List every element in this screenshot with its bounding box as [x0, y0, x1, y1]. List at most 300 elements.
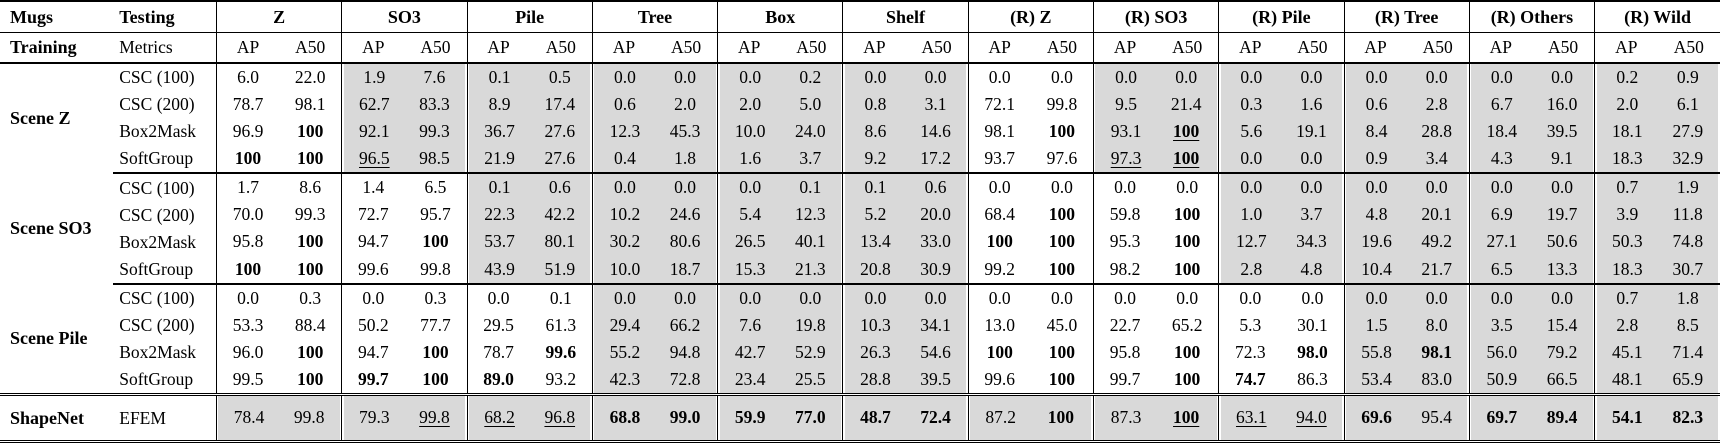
a50-value: 1.9 [1676, 177, 1699, 198]
data-cell [467, 395, 592, 442]
ap-value: 18.3 [1612, 258, 1643, 279]
data-cell [968, 118, 1093, 145]
data-cell [1093, 63, 1218, 91]
ap-value: 72.1 [984, 93, 1016, 114]
a50-value: 100 [422, 341, 449, 362]
metric-label-a50: A50 [1422, 36, 1453, 57]
a50-value: 0.0 [1176, 177, 1199, 198]
data-cell [1219, 173, 1344, 201]
a50-value: 100 [297, 369, 324, 389]
ap-value: 12.7 [1235, 231, 1267, 252]
data-cell [843, 395, 968, 442]
a50-value: 83.3 [419, 93, 450, 114]
ap-value: 4.3 [1490, 148, 1513, 169]
a50-value: 30.7 [1672, 258, 1704, 279]
data-cell [718, 284, 843, 312]
data-cell [718, 339, 843, 366]
data-cell [1219, 91, 1344, 118]
data-cell [1344, 366, 1469, 395]
ap-value: 29.5 [483, 314, 514, 335]
a50-value: 83.0 [1421, 369, 1453, 389]
a50-value: 74.8 [1672, 231, 1704, 252]
group-header-so3: SO3 [342, 1, 467, 33]
ap-value: 0.0 [487, 287, 510, 308]
data-cell [1093, 256, 1218, 284]
data-cell [1469, 339, 1594, 366]
ap-value: 0.4 [613, 148, 636, 169]
a50-value: 22.0 [294, 66, 326, 87]
data-cell [1344, 256, 1469, 284]
data-cell [968, 229, 1093, 256]
data-cell [1469, 256, 1594, 284]
ap-value: 93.1 [1110, 121, 1142, 141]
data-cell [1219, 339, 1344, 366]
a50-value: 45.0 [1046, 314, 1078, 335]
data-cell [718, 312, 843, 339]
ap-value: 99.2 [984, 258, 1016, 279]
a50-value: 98.1 [294, 93, 326, 114]
data-cell [467, 339, 592, 366]
data-cell [1344, 339, 1469, 366]
data-cell [1093, 173, 1218, 201]
data-cell [592, 339, 717, 366]
a50-value: 40.1 [795, 231, 826, 252]
ap-value: 0.0 [988, 287, 1011, 308]
data-cell [467, 256, 592, 284]
ap-value: 15.3 [734, 258, 766, 279]
ap-value: 1.9 [363, 66, 386, 87]
data-cell [1093, 145, 1218, 173]
a50-value: 13.3 [1546, 258, 1578, 279]
metric-label-ap: AP [988, 36, 1011, 57]
metric-header-cell [592, 33, 717, 64]
a50-value: 20.0 [920, 204, 951, 225]
data-cell [843, 366, 968, 395]
ap-value: 0.0 [613, 287, 636, 308]
ap-value: 87.2 [985, 407, 1017, 428]
a50-value: 34.1 [920, 314, 951, 335]
ap-value: 10.2 [609, 204, 641, 225]
data-cell [1093, 202, 1218, 229]
ap-value: 0.0 [739, 177, 762, 198]
data-cell [1595, 229, 1720, 256]
a50-value: 0.0 [1425, 66, 1448, 87]
table-row [0, 312, 1720, 339]
ap-value: 0.0 [1365, 287, 1388, 308]
a50-value: 0.0 [799, 287, 822, 308]
data-cell [1595, 312, 1720, 339]
group-header--r-others: (R) Others [1469, 1, 1594, 33]
method-label-box2mask: Box2Mask [119, 121, 197, 142]
a50-value: 6.5 [424, 177, 447, 198]
data-cell [592, 312, 717, 339]
ap-value: 94.7 [358, 231, 389, 252]
metric-label-ap: AP [487, 36, 510, 57]
ap-value: 74.7 [1234, 369, 1266, 389]
method-label-softgroup: SoftGroup [113, 145, 216, 173]
metric-label-ap: AP [737, 36, 761, 57]
method-label-csc-100-: CSC (100) [119, 67, 195, 88]
ap-value: 87.3 [1110, 407, 1142, 428]
data-cell [1595, 339, 1720, 366]
ap-value: 95.8 [232, 231, 264, 252]
data-cell [1344, 395, 1469, 442]
a50-value: 24.6 [669, 204, 701, 225]
data-cell [467, 366, 592, 395]
data-cell [718, 202, 843, 229]
a50-value: 100 [1174, 258, 1201, 279]
data-cell [1344, 202, 1469, 229]
ap-value: 0.0 [613, 177, 636, 198]
ap-value: 99.7 [1109, 369, 1141, 389]
a50-value: 15.4 [1546, 314, 1578, 335]
a50-value: 100 [1173, 148, 1200, 169]
ap-value: 99.6 [984, 369, 1016, 389]
ap-value: 98.2 [1109, 258, 1141, 279]
data-cell [968, 91, 1093, 118]
a50-value: 1.6 [1300, 93, 1323, 114]
a50-value: 99.8 [293, 407, 325, 428]
data-cell [1219, 366, 1344, 395]
ap-value: 63.1 [1235, 407, 1267, 428]
ap-value: 72.7 [358, 204, 389, 225]
a50-value: 30.1 [1297, 314, 1328, 335]
training-label-scene-z: Scene Z [10, 108, 71, 129]
data-cell [1219, 63, 1344, 91]
a50-value: 0.0 [1300, 148, 1323, 169]
a50-value: 99.8 [420, 258, 451, 279]
data-cell [342, 395, 467, 442]
a50-value: 21.3 [795, 258, 826, 279]
ap-value: 5.3 [1239, 314, 1262, 335]
ap-value: 0.0 [1115, 66, 1137, 87]
a50-value: 100 [1174, 204, 1201, 225]
a50-value: 0.9 [1676, 66, 1699, 87]
data-cell [1344, 91, 1469, 118]
a50-value: 98.0 [1297, 341, 1328, 362]
a50-value: 39.5 [920, 369, 951, 389]
ap-value: 9.2 [864, 148, 887, 169]
table-row [0, 63, 1720, 91]
a50-value: 2.0 [674, 93, 696, 114]
ap-value: 100 [234, 258, 262, 279]
ap-value: 5.4 [739, 204, 762, 225]
metric-header-cell [1595, 33, 1720, 64]
method-label-box2mask: Box2Mask [119, 231, 197, 252]
ap-value: 0.8 [864, 93, 887, 114]
data-cell [342, 366, 467, 395]
a50-value: 0.0 [1050, 177, 1073, 198]
a50-value: 99.8 [419, 407, 450, 428]
a50-value: 52.9 [795, 341, 826, 362]
data-cell [216, 63, 341, 91]
metric-label-a50: A50 [670, 36, 702, 57]
ap-value: 1.0 [1240, 204, 1263, 225]
data-cell [216, 366, 341, 395]
method-label-csc-100-: CSC (100) [119, 177, 195, 198]
data-cell [1595, 63, 1720, 91]
a50-value: 100 [1047, 407, 1074, 428]
ap-value: 7.6 [739, 314, 762, 335]
data-cell [1344, 63, 1469, 91]
ap-value: 48.7 [860, 407, 891, 428]
data-cell [216, 202, 341, 229]
ap-value: 22.3 [484, 204, 515, 225]
ap-value: 53.7 [484, 231, 515, 252]
table-row [0, 366, 1720, 395]
table-header [0, 1, 1720, 63]
a50-value: 19.1 [1296, 121, 1327, 141]
ap-value: 18.1 [1612, 121, 1643, 141]
ap-value: 13.0 [984, 314, 1016, 335]
a50-value: 100 [1173, 121, 1200, 141]
ap-value: 9.5 [1115, 93, 1137, 114]
ap-value: 0.7 [1616, 287, 1639, 308]
data-cell [1219, 118, 1344, 145]
a50-value: 34.3 [1296, 231, 1327, 252]
ap-value: 6.9 [1490, 204, 1513, 225]
data-cell [1469, 229, 1594, 256]
ap-value: 59.8 [1109, 204, 1141, 225]
a50-value: 93.2 [545, 369, 577, 389]
a50-value: 100 [1048, 369, 1075, 389]
a50-value: 98.5 [419, 148, 450, 169]
metric-label-ap: AP [362, 36, 385, 57]
data-cell [1093, 91, 1218, 118]
a50-value: 0.5 [548, 66, 571, 87]
ap-value: 98.1 [984, 121, 1016, 141]
data-cell [968, 284, 1093, 312]
ap-value: 99.6 [358, 258, 389, 279]
ap-value: 100 [234, 148, 262, 169]
data-cell [1219, 312, 1344, 339]
a50-value: 0.0 [1551, 66, 1573, 87]
ap-value: 10.0 [734, 121, 766, 141]
a50-value: 0.2 [799, 66, 822, 87]
data-cell [592, 118, 717, 145]
a50-value: 82.3 [1672, 407, 1704, 428]
data-cell [968, 63, 1093, 91]
a50-value: 80.1 [544, 231, 576, 252]
a50-value: 100 [1048, 258, 1075, 279]
ap-value: 28.8 [860, 369, 891, 389]
method-label-softgroup: SoftGroup [113, 256, 216, 284]
ap-value: 0.1 [488, 66, 511, 87]
ap-value: 69.6 [1361, 407, 1392, 428]
data-cell [843, 173, 968, 201]
data-cell [1219, 284, 1344, 312]
ap-value: 12.3 [609, 121, 641, 141]
data-cell [216, 91, 341, 118]
table-row [0, 339, 1720, 366]
a50-value: 65.9 [1672, 369, 1704, 389]
training-label-shapenet: ShapeNet [0, 395, 113, 442]
a50-value: 96.8 [544, 407, 576, 428]
a50-value: 0.0 [924, 287, 947, 308]
header-mugs: Mugs [0, 1, 113, 33]
data-cell [342, 145, 467, 173]
ap-value: 19.6 [1361, 231, 1392, 252]
ap-value: 96.0 [232, 341, 264, 362]
data-cell [1595, 145, 1720, 173]
a50-value: 27.6 [544, 148, 576, 169]
data-cell [1469, 312, 1594, 339]
ap-value: 55.2 [609, 341, 641, 362]
a50-value: 42.2 [544, 204, 576, 225]
ap-value: 68.8 [609, 407, 641, 428]
metric-header-cell [843, 33, 968, 64]
data-cell [216, 395, 341, 442]
data-cell [718, 395, 843, 442]
ap-value: 0.0 [739, 287, 762, 308]
data-cell [592, 284, 717, 312]
a50-value: 39.5 [1546, 121, 1578, 141]
metric-label-a50: A50 [1547, 36, 1579, 57]
a50-value: 6.1 [1676, 93, 1699, 114]
group-header--r-pile: (R) Pile [1219, 1, 1344, 33]
a50-value: 100 [297, 231, 324, 252]
metric-header-cell [1344, 33, 1469, 64]
data-cell [968, 256, 1093, 284]
a50-value: 7.6 [423, 66, 446, 87]
ap-value: 23.4 [734, 369, 766, 389]
a50-value: 4.8 [1300, 258, 1323, 279]
data-cell [1469, 118, 1594, 145]
a50-value: 100 [1048, 204, 1075, 225]
ap-value: 8.9 [488, 93, 511, 114]
group-header-shelf: Shelf [843, 1, 968, 33]
metric-label-a50: A50 [545, 36, 576, 57]
data-cell [968, 202, 1093, 229]
data-cell [592, 202, 717, 229]
ap-value: 0.0 [1240, 66, 1263, 87]
a50-value: 0.6 [924, 177, 947, 198]
ap-value: 1.6 [739, 148, 762, 169]
ap-value: 94.7 [358, 341, 389, 362]
a50-value: 12.3 [795, 204, 826, 225]
ap-value: 93.7 [984, 148, 1016, 169]
data-cell [1469, 284, 1594, 312]
data-cell [342, 202, 467, 229]
method-label-efem: EFEM [113, 395, 216, 442]
a50-value: 0.1 [799, 177, 822, 198]
a50-value: 99.3 [294, 204, 326, 225]
metric-label-a50: A50 [1046, 36, 1077, 57]
ap-value: 0.2 [1616, 66, 1639, 87]
data-cell [1344, 118, 1469, 145]
ap-value: 79.3 [359, 407, 390, 428]
a50-value: 95.4 [1421, 407, 1453, 428]
a50-value: 0.0 [674, 287, 696, 308]
data-cell [1469, 173, 1594, 201]
table-row [0, 395, 1720, 442]
data-cell [843, 229, 968, 256]
data-cell [968, 395, 1093, 442]
a50-value: 0.0 [674, 177, 696, 198]
ap-value: 2.0 [739, 93, 762, 114]
a50-value: 27.9 [1672, 121, 1704, 141]
metric-label-a50: A50 [796, 36, 827, 57]
data-cell [1469, 91, 1594, 118]
table-row [0, 118, 1720, 145]
ap-value: 30.2 [609, 231, 641, 252]
data-cell [843, 63, 968, 91]
data-cell [968, 366, 1093, 395]
data-cell [1469, 202, 1594, 229]
data-cell [342, 118, 467, 145]
a50-value: 0.0 [1050, 287, 1073, 308]
a50-value: 14.6 [920, 121, 951, 141]
data-cell [718, 63, 843, 91]
a50-value: 5.0 [799, 93, 822, 114]
a50-value: 25.5 [795, 369, 826, 389]
metric-label-ap: AP [1489, 36, 1513, 57]
a50-value: 0.3 [424, 287, 447, 308]
a50-value: 72.4 [920, 407, 951, 428]
a50-value: 21.7 [1421, 258, 1453, 279]
metric-header-cell [342, 33, 467, 64]
a50-value: 0.0 [1050, 66, 1073, 87]
data-cell [467, 202, 592, 229]
a50-value: 0.0 [1425, 177, 1448, 198]
ap-value: 29.4 [609, 314, 641, 335]
data-cell [467, 118, 592, 145]
a50-value: 79.2 [1546, 341, 1578, 362]
metric-label-a50: A50 [1673, 36, 1704, 57]
ap-value: 2.8 [1616, 314, 1639, 335]
data-cell [592, 173, 717, 201]
data-cell [592, 145, 717, 173]
ap-value: 0.0 [988, 177, 1011, 198]
a50-value: 17.2 [920, 148, 951, 169]
a50-value: 99.3 [419, 121, 450, 141]
metric-header-cell [718, 33, 843, 64]
ap-value: 89.0 [483, 369, 514, 389]
ap-value: 0.7 [1616, 177, 1639, 198]
a50-value: 28.8 [1421, 121, 1453, 141]
metric-label-a50: A50 [420, 36, 451, 57]
a50-value: 16.0 [1546, 93, 1578, 114]
ap-value: 6.7 [1490, 93, 1513, 114]
data-cell [216, 118, 341, 145]
metric-label-a50: A50 [295, 36, 326, 57]
ap-value: 10.0 [609, 258, 641, 279]
data-cell [467, 312, 592, 339]
ap-value: 5.2 [864, 204, 887, 225]
data-cell [1469, 366, 1594, 395]
ap-value: 0.0 [739, 66, 762, 87]
a50-value: 100 [297, 341, 324, 362]
data-cell [1093, 118, 1218, 145]
ap-value: 2.0 [1616, 93, 1639, 114]
ap-value: 42.3 [609, 369, 641, 389]
metric-label-a50: A50 [1297, 36, 1328, 57]
ap-value: 26.5 [734, 231, 766, 252]
a50-value: 0.3 [299, 287, 322, 308]
data-cell [718, 229, 843, 256]
a50-value: 0.0 [1551, 177, 1573, 198]
data-cell [1595, 173, 1720, 201]
a50-value: 3.4 [1425, 148, 1448, 169]
ap-value: 100 [986, 231, 1013, 252]
table-row [0, 229, 1720, 256]
data-cell [216, 284, 341, 312]
data-cell [718, 118, 843, 145]
data-cell [843, 91, 968, 118]
ap-value: 50.9 [1486, 369, 1518, 389]
group-header--r-so3: (R) SO3 [1093, 1, 1218, 33]
table-row [0, 173, 1720, 201]
